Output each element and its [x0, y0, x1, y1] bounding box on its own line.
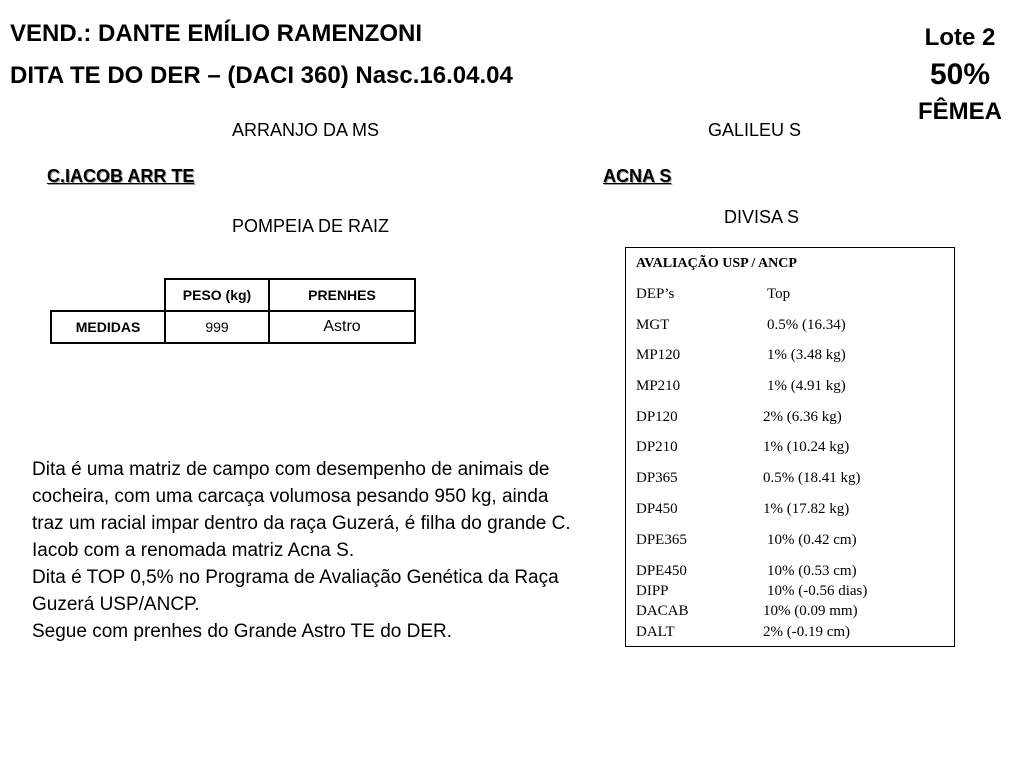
evaluation-title: AVALIAÇÃO USP / ANCP: [636, 256, 797, 271]
sire: C.IACOB ARR TE: [47, 166, 195, 186]
evaluation-value: 0.5% (18.41 kg): [763, 470, 861, 486]
evaluation-label: DP210: [636, 439, 678, 455]
pregnancy-value: Astro: [269, 311, 415, 343]
evaluation-label: DIPP: [636, 583, 669, 599]
pregnancy-header: PRENHES: [269, 279, 415, 311]
evaluation-value: 10% (0.09 mm): [763, 603, 858, 619]
vendor-title: VEND.: DANTE EMÍLIO RAMENZONI: [10, 20, 422, 47]
weight-value: 999: [165, 311, 269, 343]
evaluation-label: DALT: [636, 624, 675, 640]
evaluation-value: Top: [767, 286, 791, 302]
description-paragraph: Dita é TOP 0,5% no Programa de Avaliação Genética da Raça Guzerá USP/ANCP.: [32, 567, 559, 615]
evaluation-label: DEP’s: [636, 286, 675, 302]
evaluation-label: MP210: [636, 378, 681, 394]
evaluation-value: 10% (0.42 cm): [767, 532, 857, 548]
evaluation-box: [625, 247, 955, 647]
dam-sire: GALILEU S: [708, 120, 802, 140]
evaluation-value: 2% (-0.19 cm): [763, 624, 851, 640]
evaluation-value: 1% (4.91 kg): [767, 378, 846, 394]
evaluation-value: 1% (17.82 kg): [763, 501, 850, 517]
description-paragraph: Segue com prenhes do Grande Astro TE do DER.: [32, 621, 452, 642]
measures-row-label: MEDIDAS: [51, 311, 165, 343]
dam: ACNA S: [603, 166, 672, 186]
weight-header: PESO (kg): [165, 279, 269, 311]
animal-title: DITA TE DO DER – (DACI 360) Nasc.16.04.04: [10, 62, 513, 89]
dam-dam: DIVISA S: [724, 207, 800, 227]
evaluation-value: 1% (3.48 kg): [767, 347, 846, 363]
measures-table: [50, 278, 416, 344]
description-paragraph: Dita é uma matriz de campo com desempenho de animais de cocheira, com uma carcaça volumosa pesando 950 kg, ainda traz um racial impar dentro da raça Guzerá, é filha do grande C. Iacob com a renomada matriz Acna S.: [32, 459, 571, 561]
evaluation-label: DACAB: [636, 603, 689, 619]
evaluation-label: DP450: [636, 501, 678, 517]
evaluation-label: DP120: [636, 409, 678, 425]
evaluation-label: DPE365: [636, 532, 687, 548]
evaluation-label: MP120: [636, 347, 681, 363]
lot-sex: FÊMEA: [918, 98, 1002, 125]
evaluation-label: DPE450: [636, 563, 687, 579]
evaluation-label: DP365: [636, 470, 678, 486]
lot-label: Lote 2: [924, 24, 996, 51]
evaluation-value: 0.5% (16.34): [767, 317, 846, 333]
evaluation-value: 1% (10.24 kg): [763, 439, 850, 455]
sire-dam: POMPEIA DE RAIZ: [232, 216, 390, 236]
description: [32, 456, 577, 645]
evaluation-label: MGT: [636, 317, 670, 333]
sire-sire: ARRANJO DA MS: [232, 120, 380, 140]
lot-percent: 50%: [929, 58, 991, 91]
evaluation-value: 10% (-0.56 dias): [767, 583, 868, 599]
evaluation-value: 10% (0.53 cm): [767, 563, 857, 579]
evaluation-value: 2% (6.36 kg): [763, 409, 842, 425]
